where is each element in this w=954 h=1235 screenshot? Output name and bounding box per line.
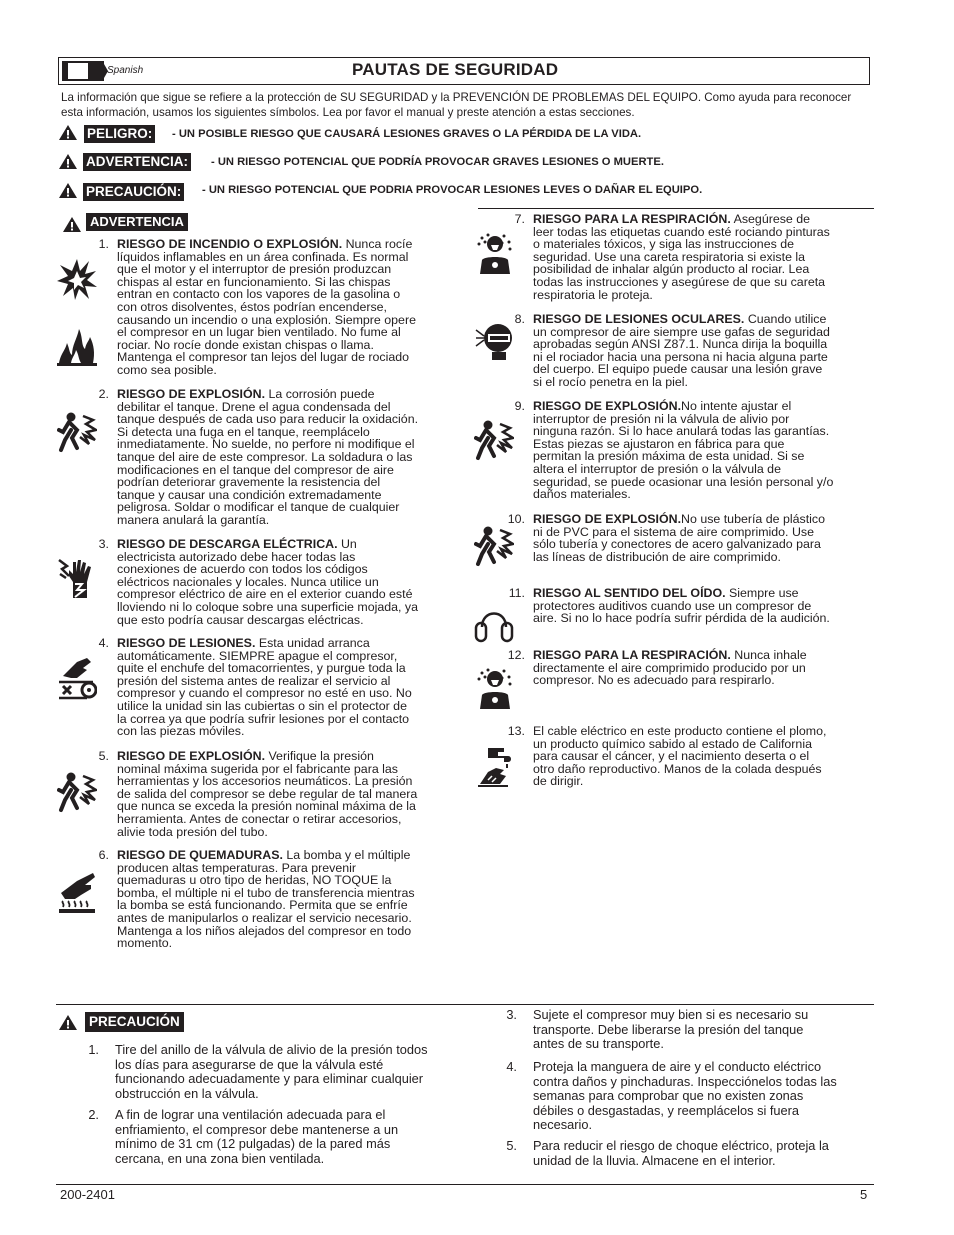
section-divider-right [478, 208, 874, 209]
caution-item-body: Para reducir el riesgo de choque eléctrico, proteja la unidad de la lluvia. Almacene en el interior. [533, 1138, 829, 1168]
signal-tag-advertencia: ADVERTENCIA: [83, 153, 191, 171]
warning-item-body: RIESGO DE EXPLOSIÓN.No intente ajustar el interruptor de presión ni la válvula de alivio por ninguna razón. Si lo hace anulará todas las garantías. Estas piezas se ajustaron en fábrica para que permitan la presión máxima de esta unidad. Si se altera el interruptor de presión o la válvula de seguridad, se puede ocasionar una lesión personal y/o daños materiales. [533, 399, 834, 502]
intro-paragraph: La información que sigue se refiere a la protección de SU SEGURIDAD y la PREVENCIÓN DE PROBLEMAS DEL EQUIPO. Como ayuda para reconocer esta información, usamos los siguientes símbolos. Lea por favor el manual y preste atención a estas secciones. [61, 91, 852, 119]
caution-item-body: A fin de lograr una ventilación adecuada para el enfriamiento, el compresor debe mantenerse a un mínimo de 31 cm (12 pulgadas) de la pared más cercana, en una zona bien ventilada. [115, 1107, 399, 1166]
section-tag-advertencia: ADVERTENCIA [86, 213, 188, 231]
warning-item-body: RIESGO DE INCENDIO O EXPLOSIÓN. Nunca rocíe líquidos inflamables en un área confinada. Es normal que el motor y el interruptor de presión produzcan chispas al estar en funcionamiento. Si las chispas entran en contacto con los vapores de la gasolina o con otros disolventes, éstos podrían encenderse, causando un incendio o una explosión. Siempre opere el compresor en un lugar bien ventilado. No fume al rociar. No rocíe donde existan chispas o llama. Mantenga el compresor tan lejos del lugar de rociado como sea posible. [117, 237, 416, 377]
warning-item-body: RIESGO DE LESIONES. Esta unidad arranca automáticamente. SIEMPRE apague el compresor, quite el enchufe del tomacorrientes, y purgue toda la presión del sistema antes de realizar el servicio al compresor y cuando el compresor no esté en uso. No utilice la unidad sin las cubiertas o sin el protector de la correa ya que podría sufrir lesiones por el contacto con las piezas móviles. [117, 636, 412, 739]
ear-protection-icon [474, 603, 514, 647]
moving-parts-hand-icon [57, 656, 97, 700]
warning-item-body: El cable eléctrico en este producto contiene el plomo, un producto químico sabido al estado de California para causar el cáncer, y el nacimiento deserta o el otro daño reproductivo. Manos de la colada después de dirigir. [533, 724, 827, 789]
warning-triangle-icon [58, 182, 78, 199]
warning-item-body: RIESGO DE DESCARGA ELÉCTRICA. Un electricista autorizado debe hacer todas las conexiones de acuerdo con todos los códigos eléctricos nacionales y locales. Nunca utilice un compresor eléctrico de aire en el exterior cuando esté lloviendo ni lo coloque sobre una superficie mojada, ya que esto podría causar descargas eléctricas. [117, 537, 419, 627]
page-title: PAUTAS DE SEGURIDAD [352, 60, 559, 79]
explosion-icon [57, 257, 97, 301]
section-divider-caution [56, 1004, 874, 1005]
section-tag-precaucion: PRECAUCIÓN [85, 1012, 184, 1032]
warning-item-body: RIESGO AL SENTIDO DEL OÍDO. Siempre use protectores auditivos cuando use un compresor de aire. Si no lo hace podría sufrir pérdida de la audición. [533, 586, 830, 626]
warning-item-body: RIESGO PARA LA RESPIRACIÓN. Nunca inhale directamente el aire comprimido producido por un compresor. No es adecuado para respirarlo. [533, 648, 807, 688]
eye-protection-icon [474, 318, 514, 362]
caution-item-body: Tire del anillo de la válvula de alivio de la presión todos los días para asegurarse de que la válvula esté funcionando adecuadamente y para eliminar cualquier obstrucción en la válvula. [115, 1042, 428, 1101]
fire-icon [57, 323, 97, 367]
warning-item-body: RIESGO DE EXPLOSIÓN. La corrosión puede debilitar el tanque. Drene el agua condensada del tanque después de cada uso para reducir la oxidación. Si detecta una fuga en el tanque, reemplácelo inmediatamente. No suelde, no perfore ni modifique el tanque del aire de este compresor. La soldadura o las modificaciones en el tanque del compresor de aire podrían deteriorar gravemente la resistencia del tanque y causar una condición extremadamente peligrosa. Soldar o modificar el tanque de cualquier manera anulará la garantía. [117, 387, 419, 527]
signal-tag-peligro: PELIGRO: [84, 125, 155, 143]
electric-shock-person-icon [57, 770, 97, 814]
electric-hand-icon [57, 556, 97, 600]
hot-surface-hand-icon [57, 871, 97, 915]
electric-shock-person-icon [57, 410, 97, 454]
electric-shock-person-icon [474, 524, 514, 568]
caution-item-body: Proteja la manguera de aire y el conducto eléctrico contra daños y pinchaduras. Inspecciónelos todas las semanas para comprobar que no existen zonas débiles o desgastadas, y reemplácelos si fuera necesario. [533, 1059, 837, 1133]
warning-item-body: RIESGO DE EXPLOSIÓN.No use tubería de plástico ni de PVC para el sistema de aire comprimido. Use sólo tubería y conectores de acero galvanizado para las líneas de distribución de aire comprimido. [533, 512, 825, 564]
warning-item-body: RIESGO DE LESIONES OCULARES. Cuando utilice un compresor de aire siempre use gafas de seguridad aprobadas según ANSI Z87.1. Nunca dirija la boquilla ni el rociador hacia una persona ni hacia alguna parte del cuerpo. El equipo puede causar una lesión grave si el rocío penetra en la piel. [533, 312, 830, 389]
electric-shock-person-icon [474, 418, 514, 462]
language-tab-notch [68, 63, 88, 79]
page-number: 5 [860, 1187, 868, 1202]
signal-tag-precaucion: PRECAUCIÓN: [83, 183, 184, 201]
document-number: 200-2401 [60, 1187, 115, 1202]
caution-item-body: Sujete el compresor muy bien si es necesario su transporte. Debe liberarse la presión del tanque antes de su transporte. [533, 1007, 809, 1052]
warning-triangle-icon [58, 153, 78, 170]
signal-text-precaucion: - UN RIESGO POTENCIAL QUE PODRIA PROVOCAR LESIONES LEVES O DAÑAR EL EQUIPO. [202, 184, 703, 196]
warning-item-body: RIESGO DE EXPLOSIÓN. Verifique la presión nominal máxima sugerida por el fabricante para las herramientas y los accesorios neumáticos. La presión de salida del compresor se debe regular de tal manera que nunca se exceda la presión nominal máxima de la herramienta. Antes de conectar o retirar accesorios, alivie toda presión del tubo. [117, 749, 418, 839]
footer-divider [56, 1184, 874, 1185]
respirator-icon [474, 232, 514, 276]
lead-wash-hands-icon [474, 744, 514, 788]
signal-text-peligro: - UN POSIBLE RIESGO QUE CAUSARÁ LESIONES GRAVES O LA PÉRDIDA DE LA VIDA. [172, 128, 642, 140]
warning-item-body: RIESGO PARA LA RESPIRACIÓN. Asegúrese de leer todas las etiquetas cuando esté rociando pinturas o materiales tóxicos, y siga las instrucciones de seguridad. Use una careta respiratoria si existe la posibilidad de inhalar algún producto al rociar. Lea todas las instrucciones y asegúrese de que su careta respiratoria le proteja. [533, 212, 830, 302]
signal-text-advertencia: - UN RIESGO POTENCIAL QUE PODRÍA PROVOCAR GRAVES LESIONES O MUERTE. [211, 156, 664, 168]
warning-triangle-icon [58, 124, 78, 141]
respirator-icon [474, 667, 514, 711]
warning-triangle-icon [62, 216, 82, 233]
warning-triangle-icon [58, 1014, 78, 1031]
warning-item-body: RIESGO DE QUEMADURAS. La bomba y el múltiple producen altas temperaturas. Para prevenir quemaduras u otro tipo de heridas, NO TOQUE la bomba, el múltiple ni el tubo de transferencia mientras la bomba se está funcionando. Permita que se enfríe antes de manipularlos o realizar el servicio necesario. Mantenga a los niños alejados del compresor en todo momento. [117, 848, 415, 951]
language-label: Spanish [107, 65, 144, 76]
